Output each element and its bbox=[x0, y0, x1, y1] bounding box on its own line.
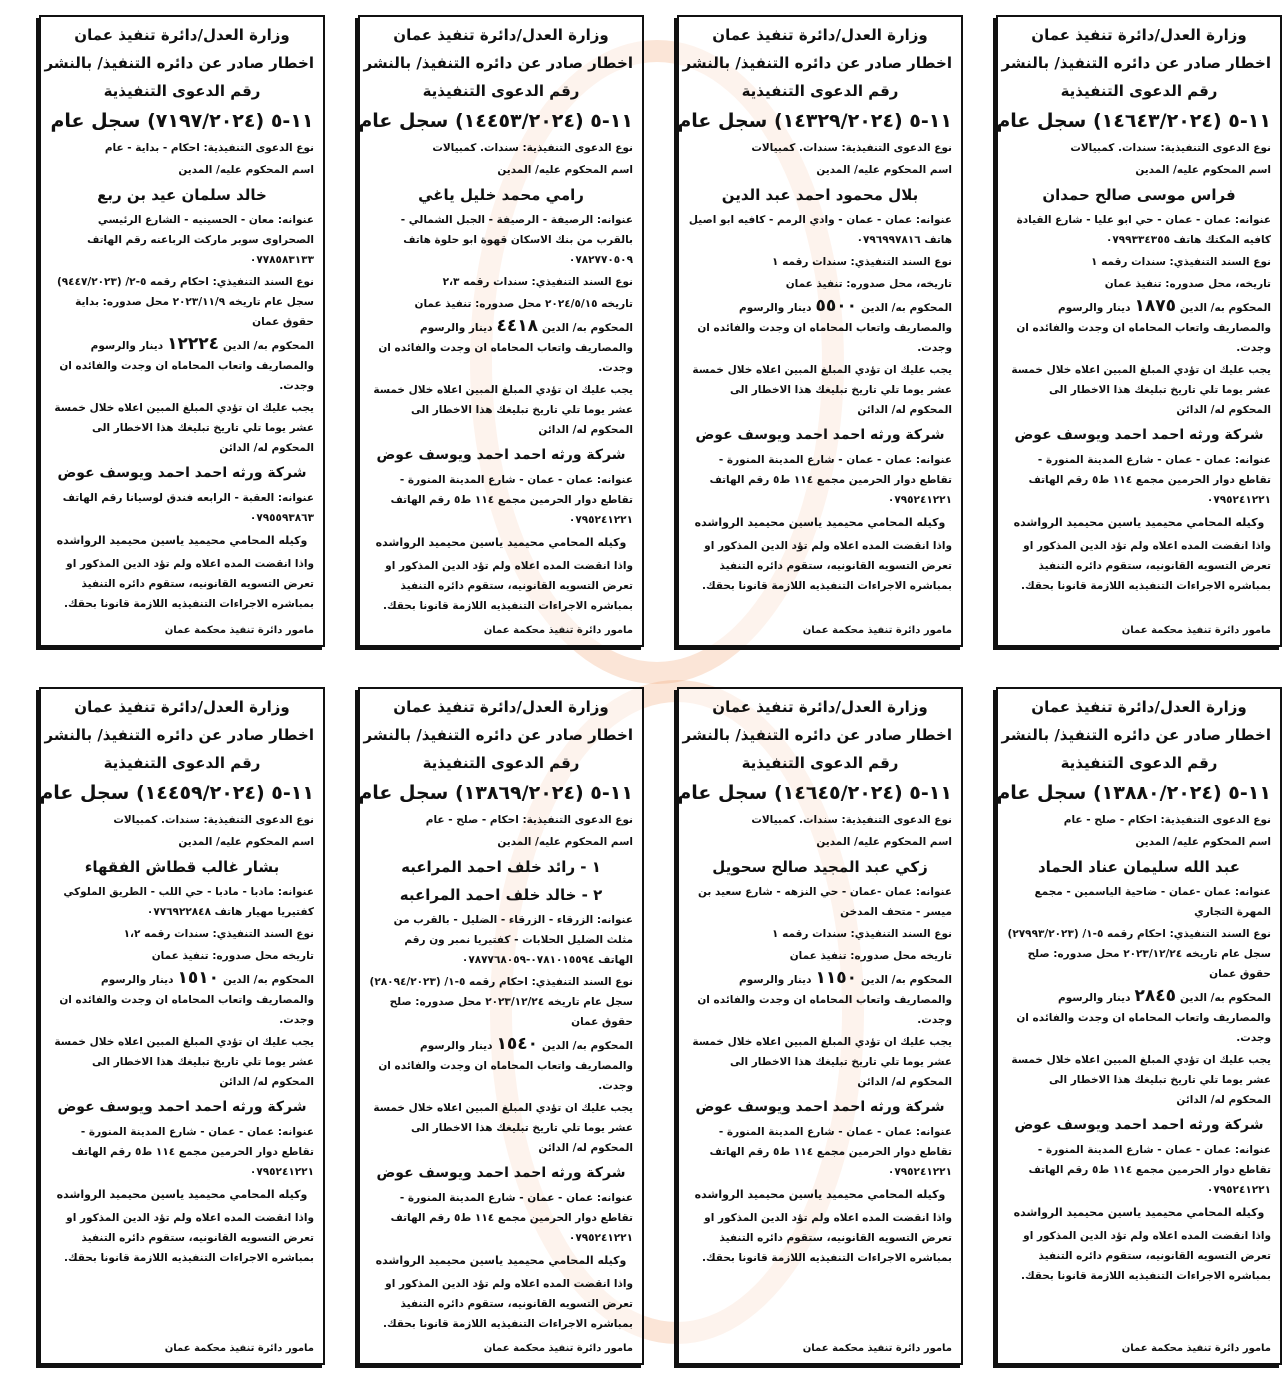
debtor-label: اسم المحكوم عليه/ المدين bbox=[1135, 836, 1271, 848]
instrument-line: نوع السند التنفيذي: احكام رقمه ٥-٢/ (٩٤٤٧/٢٠٢٣) سجل عام تاريخه ٢٠٢٣/١١/٩ محل صدوره: بداية حقوق عمان bbox=[56, 276, 314, 328]
amount-prefix: المحكوم به/ الدين bbox=[861, 974, 952, 986]
execution-notice bbox=[677, 15, 963, 647]
signature: مامور دائرة تنفيذ محكمة عمان bbox=[802, 1343, 952, 1354]
case-number: ١١-٥ (٧١٩٧/٢٠٢٤) سجل عام bbox=[50, 110, 314, 132]
closing-text: واذا انقضت المده اعلاه ولم تؤد الدين المذكور او تعرض التسويه القانونيه، ستقوم دائره التنفيذ بمباشره الاجراءات التنفيذيه اللازمة قانونا بحقك. bbox=[1020, 540, 1271, 592]
debtor-address: عنوانه: عمان -عمان - حي النزهه - شارع سعيد بن ميسر - متحف المدخن bbox=[697, 886, 952, 918]
amount-prefix: المحكوم به/ الدين bbox=[1180, 302, 1271, 314]
debtor-label: اسم المحكوم عليه/ المدين bbox=[497, 164, 633, 176]
case-type: نوع الدعوى التنفيذية: سندات. كمبيالات bbox=[1070, 142, 1271, 154]
debtor-name: بشار غالب قطاش الفقهاء bbox=[84, 858, 280, 876]
instrument-line: نوع السند التنفيذي: سندات رقمه ١ bbox=[772, 256, 952, 268]
case-number-label: رقم الدعوى التنفيذية bbox=[103, 754, 261, 772]
instrument-line: تاريخه، محل صدوره: تنفيذ عمان bbox=[1104, 278, 1271, 290]
debtor-label: اسم المحكوم عليه/ المدين bbox=[1135, 164, 1271, 176]
closing-text: واذا انقضت المده اعلاه ولم تؤد الدين المذكور او تعرض التسويه القانونيه، ستقوم دائره التنفيذ بمباشره الاجراءات التنفيذيه اللازمة قانونا بحقك. bbox=[701, 540, 952, 592]
debtor-label: اسم المحكوم عليه/ المدين bbox=[178, 836, 314, 848]
closing-text: واذا انقضت المده اعلاه ولم تؤد الدين المذكور او تعرض التسويه القانونيه، ستقوم دائره التنفيذ بمباشره الاجراءات التنفيذيه اللازمة قانونا بحقك. bbox=[382, 1278, 633, 1330]
execution-notice bbox=[39, 687, 325, 1365]
judgment-amount-line bbox=[688, 968, 952, 1030]
payment-warning: يجب عليك ان تؤدي المبلغ المبين اعلاه خلال خمسة عشر يوما تلي تاريخ تبليغك هذا الاخطار الى المحكوم له/ الدائن bbox=[373, 384, 633, 436]
debtor-address: عنوانه: عمان - عمان - حي ابو عليا - شارع القيادة كافيه المكتك هاتف ٠٧٩٩٣٣٤٣٥٥ bbox=[1016, 214, 1271, 246]
amount-value: ٢٨٤٥ bbox=[1134, 986, 1176, 1006]
debtor-label: اسم المحكوم عليه/ المدين bbox=[497, 836, 633, 848]
amount-prefix: المحكوم به/ الدين bbox=[223, 340, 314, 352]
signature: مامور دائرة تنفيذ محكمة عمان bbox=[164, 1343, 314, 1354]
creditor-name: شركة ورثه احمد احمد ويوسف عوض bbox=[1014, 1117, 1264, 1133]
execution-notice bbox=[358, 687, 644, 1365]
ministry-header: وزارة العدل/دائرة تنفيذ عمان bbox=[393, 698, 609, 716]
case-number-label: رقم الدعوى التنفيذية bbox=[741, 82, 899, 100]
payment-warning: يجب عليك ان تؤدي المبلغ المبين اعلاه خلال خمسة عشر يوما تلي تاريخ تبليغك هذا الاخطار الى المحكوم له/ الدائن bbox=[692, 1036, 952, 1088]
debtor-address: عنوانه: عمان -عمان - ضاحية الياسمين - مجمع المهرة التجاري bbox=[1034, 886, 1271, 918]
notice-title: اخطار صادر عن دائره التنفيذ/ بالنشر bbox=[682, 54, 952, 72]
case-number: ١١-٥ (١٤٤٥٣/٢٠٢٤) سجل عام bbox=[358, 110, 633, 132]
creditor-name: شركة ورثه احمد احمد ويوسف عوض bbox=[376, 1165, 626, 1181]
ministry-header: وزارة العدل/دائرة تنفيذ عمان bbox=[712, 698, 928, 716]
instrument-line: نوع السند التنفيذي: سندات رقمه ١ bbox=[1091, 256, 1271, 268]
notices-grid bbox=[24, 0, 1282, 1385]
amount-suffix: دينار والرسوم والمصاريف واتعاب المحاماه ان وجدت والفائده ان وجدت. bbox=[697, 974, 952, 1026]
instrument-line: تاريخه محل صدوره: تنفيذ عمان bbox=[151, 950, 314, 962]
payment-warning: يجب عليك ان تؤدي المبلغ المبين اعلاه خلال خمسة عشر يوما تلي تاريخ تبليغك هذا الاخطار الى المحكوم له/ الدائن bbox=[692, 364, 952, 416]
amount-value: ٤٤١٨ bbox=[496, 316, 538, 336]
execution-notice bbox=[39, 15, 325, 647]
case-type: نوع الدعوى التنفيذية: سندات. كمبيالات bbox=[751, 142, 952, 154]
lawyer-name: وكيله المحامي محيميد ياسين محيميد الرواشده bbox=[1013, 516, 1265, 529]
amount-suffix: دينار والرسوم والمصاريف واتعاب المحاماه ان وجدت والفائده ان وجدت. bbox=[59, 974, 314, 1026]
creditor-address: عنوانه: عمان - عمان - شارع المدينة المنورة - تقاطع دوار الحرمين مجمع ١١٤ ط٥ رقم الهاتف ٠٧٩٥٢٤١٢٢١ bbox=[71, 1126, 314, 1178]
creditor-address: عنوانه: عمان - عمان - شارع المدينة المنورة - تقاطع دوار الحرمين مجمع ١١٤ ط٥ رقم الهاتف ٠٧٩٥٢٤١٢٢١ bbox=[1028, 1144, 1271, 1196]
payment-warning: يجب عليك ان تؤدي المبلغ المبين اعلاه خلال خمسة عشر يوما تلي تاريخ تبليغك هذا الاخطار الى المحكوم له/ الدائن bbox=[54, 402, 314, 454]
judgment-amount-line bbox=[1007, 986, 1271, 1048]
case-number-label: رقم الدعوى التنفيذية bbox=[1060, 82, 1218, 100]
ministry-header: وزارة العدل/دائرة تنفيذ عمان bbox=[1031, 698, 1247, 716]
creditor-name: شركة ورثه احمد احمد ويوسف عوض bbox=[1014, 427, 1264, 443]
instrument-line: نوع السند التنفيذي: سندات رقمه ١ bbox=[772, 928, 952, 940]
instrument-line: تاريخه محل صدوره: تنفيذ عمان bbox=[789, 950, 952, 962]
case-number: ١١-٥ (١٣٨٨٠/٢٠٢٤) سجل عام bbox=[996, 782, 1271, 804]
debtor-name: ١ - رائد خلف احمد المراعبه bbox=[401, 858, 601, 876]
debtor-name: بلال محمود احمد عبد الدين bbox=[721, 186, 919, 204]
payment-warning: يجب عليك ان تؤدي المبلغ المبين اعلاه خلال خمسة عشر يوما تلي تاريخ تبليغك هذا الاخطار الى المحكوم له/ الدائن bbox=[54, 1036, 314, 1088]
creditor-address: عنوانه: عمان - عمان - شارع المدينة المنورة - تقاطع دوار الحرمين مجمع ١١٤ ط٥ رقم الهاتف ٠٧٩٥٢٤١٢٢١ bbox=[1028, 454, 1271, 506]
notice-title: اخطار صادر عن دائره التنفيذ/ بالنشر bbox=[363, 54, 633, 72]
closing-text: واذا انقضت المده اعلاه ولم تؤد الدين المذكور او تعرض التسويه القانونيه، ستقوم دائره التنفيذ بمباشره الاجراءات التنفيذيه اللازمة قانونا بحقك. bbox=[63, 558, 314, 610]
amount-suffix: دينار والرسوم والمصاريف واتعاب المحاماه ان وجدت والفائده ان وجدت. bbox=[378, 1040, 633, 1092]
case-number-label: رقم الدعوى التنفيذية bbox=[1060, 754, 1218, 772]
signature: مامور دائرة تنفيذ محكمة عمان bbox=[483, 625, 633, 636]
closing-text: واذا انقضت المده اعلاه ولم تؤد الدين المذكور او تعرض التسويه القانونيه، ستقوم دائره التنفيذ بمباشره الاجراءات التنفيذيه اللازمة قانونا بحقك. bbox=[382, 560, 633, 612]
debtor-address: عنوانه: معان - الحسينيه - الشارع الرئيسي الصحراوى سوبر ماركت الرباعنه رقم الهاتف ٠٧٧٨٥٨٣١٣٣ bbox=[87, 214, 314, 266]
ministry-header: وزارة العدل/دائرة تنفيذ عمان bbox=[712, 26, 928, 44]
execution-notice bbox=[358, 15, 644, 647]
judgment-amount-line bbox=[369, 316, 633, 378]
amount-value: ١٢٢٢٤ bbox=[167, 334, 219, 354]
amount-suffix: دينار والرسوم والمصاريف واتعاب المحاماه ان وجدت والفائده ان وجدت. bbox=[697, 302, 952, 354]
amount-prefix: المحكوم به/ الدين bbox=[542, 322, 633, 334]
case-type: نوع الدعوى التنفيذية: احكام - صلح - عام bbox=[1063, 814, 1271, 826]
case-type: نوع الدعوى التنفيذية: سندات. كمبيالات bbox=[432, 142, 633, 154]
creditor-address: عنوانه: العقبة - الرابعه فندق لوسيانا رقم الهاتف ٠٧٩٥٥٩٣٨٦٣ bbox=[62, 492, 314, 524]
payment-warning: يجب عليك ان تؤدي المبلغ المبين اعلاه خلال خمسة عشر يوما تلي تاريخ تبليغك هذا الاخطار الى المحكوم له/ الدائن bbox=[1011, 1054, 1271, 1106]
debtor-name: خالد سلمان عيد بن ربع bbox=[97, 186, 267, 204]
creditor-address: عنوانه: عمان - عمان - شارع المدينة المنورة - تقاطع دوار الحرمين مجمع ١١٤ ط٥ رقم الهاتف ٠٧٩٥٢٤١٢٢١ bbox=[709, 454, 952, 506]
notice-title: اخطار صادر عن دائره التنفيذ/ بالنشر bbox=[363, 726, 633, 744]
case-number-label: رقم الدعوى التنفيذية bbox=[422, 754, 580, 772]
case-number-label: رقم الدعوى التنفيذية bbox=[422, 82, 580, 100]
instrument-line: نوع السند التنفيذي: احكام رقمه ٥-١/ (٢٧٩٩٣/٢٠٢٣) سجل عام تاريخه ٢٠٢٣/١٢/٢٤ محل صدوره: صلح حقوق عمان bbox=[1007, 928, 1271, 980]
amount-value: ٥٥٠٠ bbox=[815, 296, 857, 316]
lawyer-name: وكيله المحامي محيميد ياسين محيميد الرواشده bbox=[56, 534, 308, 547]
case-number: ١١-٥ (١٤٤٥٩/٢٠٢٤) سجل عام bbox=[39, 782, 314, 804]
case-type: نوع الدعوى التنفيذية: احكام - صلح - عام bbox=[425, 814, 633, 826]
signature: مامور دائرة تنفيذ محكمة عمان bbox=[1121, 1343, 1271, 1354]
case-number: ١١-٥ (١٣٨٦٩/٢٠٢٤) سجل عام bbox=[358, 782, 633, 804]
lawyer-name: وكيله المحامي محيميد ياسين محيميد الرواشده bbox=[1013, 1206, 1265, 1219]
judgment-amount-line bbox=[688, 296, 952, 358]
ministry-header: وزارة العدل/دائرة تنفيذ عمان bbox=[74, 26, 290, 44]
closing-text: واذا انقضت المده اعلاه ولم تؤد الدين المذكور او تعرض التسويه القانونيه، ستقوم دائره التنفيذ بمباشره الاجراءات التنفيذيه اللازمة قانونا بحقك. bbox=[1020, 1230, 1271, 1282]
lawyer-name: وكيله المحامي محيميد ياسين محيميد الرواشده bbox=[375, 1254, 627, 1267]
debtor-name: زكي عبد المجيد صالح سحويل bbox=[712, 858, 928, 876]
creditor-address: عنوانه: عمان - عمان - شارع المدينة المنورة - تقاطع دوار الحرمين مجمع ١١٤ ط٥ رقم الهاتف ٠٧٩٥٢٤١٢٢١ bbox=[390, 1192, 633, 1244]
closing-text: واذا انقضت المده اعلاه ولم تؤد الدين المذكور او تعرض التسويه القانونيه، ستقوم دائره التنفيذ بمباشره الاجراءات التنفيذيه اللازمة قانونا بحقك. bbox=[63, 1212, 314, 1264]
instrument-line: تاريخه، محل صدوره: تنفيذ عمان bbox=[785, 278, 952, 290]
amount-suffix: دينار والرسوم والمصاريف واتعاب المحاماه ان وجدت والفائده ان وجدت. bbox=[1016, 302, 1271, 354]
instrument-line: نوع السند التنفيذي: سندات رقمه ١،٢ bbox=[123, 928, 314, 940]
creditor-address: عنوانه: عمان - عمان - شارع المدينة المنورة - تقاطع دوار الحرمين مجمع ١١٤ ط٥ رقم الهاتف ٠٧٩٥٢٤١٢٢١ bbox=[390, 474, 633, 526]
signature: مامور دائرة تنفيذ محكمة عمان bbox=[802, 625, 952, 636]
debtor-name: فراس موسى صالح حمدان bbox=[1042, 186, 1236, 204]
signature: مامور دائرة تنفيذ محكمة عمان bbox=[1121, 625, 1271, 636]
judgment-amount-line bbox=[50, 334, 314, 396]
notice-title: اخطار صادر عن دائره التنفيذ/ بالنشر bbox=[682, 726, 952, 744]
creditor-name: شركة ورثه احمد احمد ويوسف عوض bbox=[695, 427, 945, 443]
amount-value: ١٥١٠ bbox=[177, 968, 219, 988]
payment-warning: يجب عليك ان تؤدي المبلغ المبين اعلاه خلال خمسة عشر يوما تلي تاريخ تبليغك هذا الاخطار الى المحكوم له/ الدائن bbox=[1011, 364, 1271, 416]
lawyer-name: وكيله المحامي محيميد ياسين محيميد الرواشده bbox=[694, 1188, 946, 1201]
instrument-line: نوع السند التنفيذي: سندات رقمه ٢،٣ bbox=[442, 276, 633, 288]
closing-text: واذا انقضت المده اعلاه ولم تؤد الدين المذكور او تعرض التسويه القانونيه، ستقوم دائره التنفيذ بمباشره الاجراءات التنفيذيه اللازمة قانونا بحقك. bbox=[701, 1212, 952, 1264]
case-number-label: رقم الدعوى التنفيذية bbox=[741, 754, 899, 772]
debtor-name: رامي محمد خليل ياغي bbox=[418, 186, 584, 204]
signature: مامور دائرة تنفيذ محكمة عمان bbox=[164, 625, 314, 636]
case-type: نوع الدعوى التنفيذية: احكام - بداية - عام bbox=[104, 142, 314, 154]
amount-prefix: المحكوم به/ الدين bbox=[223, 974, 314, 986]
amount-value: ١١٥٠ bbox=[815, 968, 857, 988]
notice-title: اخطار صادر عن دائره التنفيذ/ بالنشر bbox=[1001, 54, 1271, 72]
judgment-amount-line bbox=[50, 968, 314, 1030]
amount-value: ١٨٧٥ bbox=[1134, 296, 1176, 316]
instrument-line: نوع السند التنفيذي: احكام رقمه ٥-١/ (٢٨٠٩٤/٢٠٢٣) سجل عام تاريخه ٢٠٢٣/١٢/٢٤ محل صدوره: صلح حقوق عمان bbox=[369, 976, 633, 1028]
amount-suffix: دينار والرسوم والمصاريف واتعاب المحاماه ان وجدت والفائده ان وجدت. bbox=[378, 322, 633, 374]
lawyer-name: وكيله المحامي محيميد ياسين محيميد الرواشده bbox=[56, 1188, 308, 1201]
amount-suffix: دينار والرسوم والمصاريف واتعاب المحاماه ان وجدت والفائده ان وجدت. bbox=[1016, 992, 1271, 1044]
case-number: ١١-٥ (١٤٣٢٩/٢٠٢٤) سجل عام bbox=[677, 110, 952, 132]
debtor-label: اسم المحكوم عليه/ المدين bbox=[178, 164, 314, 176]
notice-title: اخطار صادر عن دائره التنفيذ/ بالنشر bbox=[44, 54, 314, 72]
execution-notice bbox=[996, 687, 1282, 1365]
debtor-address: عنوانه: الرصيفة - الرصيفة - الجبل الشمالي - بالقرب من بنك الاسكان قهوة ابو حلوة هاتف ٠٧٨٢٧٧٠٥٠٩ bbox=[400, 214, 633, 266]
ministry-header: وزارة العدل/دائرة تنفيذ عمان bbox=[1031, 26, 1247, 44]
case-type: نوع الدعوى التنفيذية: سندات. كمبيالات bbox=[113, 814, 314, 826]
judgment-amount-line bbox=[369, 1034, 633, 1096]
instrument-line: تاريخه ٢٠٢٤/٥/١٥ محل صدوره: تنفيذ عمان bbox=[414, 298, 633, 310]
case-number: ١١-٥ (١٤٦٤٣/٢٠٢٤) سجل عام bbox=[996, 110, 1271, 132]
payment-warning: يجب عليك ان تؤدي المبلغ المبين اعلاه خلال خمسة عشر يوما تلي تاريخ تبليغك هذا الاخطار الى المحكوم له/ الدائن bbox=[373, 1102, 633, 1154]
amount-prefix: المحكوم به/ الدين bbox=[861, 302, 952, 314]
judgment-amount-line bbox=[1007, 296, 1271, 358]
debtor-label: اسم المحكوم عليه/ المدين bbox=[816, 164, 952, 176]
debtor-name: ٢ - خالد خلف احمد المراعبه bbox=[399, 886, 603, 904]
signature: مامور دائرة تنفيذ محكمة عمان bbox=[483, 1343, 633, 1354]
notice-title: اخطار صادر عن دائره التنفيذ/ بالنشر bbox=[1001, 726, 1271, 744]
debtor-address: عنوانه: الزرقاء - الزرقاء - الضليل - بالقرب من مثلث الضليل الحلابات - كفتيريا نمبر ون رقم الهاتف ٠٧٨١٠١٥٥٩٤-٠٧٨٧٧٦٨٠٥٩ bbox=[393, 914, 633, 966]
case-number-label: رقم الدعوى التنفيذية bbox=[103, 82, 261, 100]
lawyer-name: وكيله المحامي محيميد ياسين محيميد الرواشده bbox=[375, 536, 627, 549]
creditor-name: شركة ورثه احمد احمد ويوسف عوض bbox=[376, 447, 626, 463]
debtor-address: عنوانه: عمان - عمان - وادي الرمم - كافيه ابو اصيل هاتف ٠٧٩٦٩٩٧٨١٦ bbox=[688, 214, 952, 246]
amount-value: ١٥٤٠ bbox=[496, 1034, 538, 1054]
execution-notice bbox=[996, 15, 1282, 647]
amount-suffix: دينار والرسوم والمصاريف واتعاب المحاماه ان وجدت والفائده ان وجدت. bbox=[59, 340, 314, 392]
execution-notice bbox=[677, 687, 963, 1365]
ministry-header: وزارة العدل/دائرة تنفيذ عمان bbox=[393, 26, 609, 44]
amount-prefix: المحكوم به/ الدين bbox=[1180, 992, 1271, 1004]
debtor-name: عبد الله سليمان عناد الحماد bbox=[1037, 858, 1241, 876]
case-number: ١١-٥ (١٤٦٤٥/٢٠٢٤) سجل عام bbox=[677, 782, 952, 804]
notice-title: اخطار صادر عن دائره التنفيذ/ بالنشر bbox=[44, 726, 314, 744]
ministry-header: وزارة العدل/دائرة تنفيذ عمان bbox=[74, 698, 290, 716]
creditor-address: عنوانه: عمان - عمان - شارع المدينة المنورة - تقاطع دوار الحرمين مجمع ١١٤ ط٥ رقم الهاتف ٠٧٩٥٢٤١٢٢١ bbox=[709, 1126, 952, 1178]
amount-prefix: المحكوم به/ الدين bbox=[542, 1040, 633, 1052]
case-type: نوع الدعوى التنفيذية: سندات. كمبيالات bbox=[751, 814, 952, 826]
debtor-label: اسم المحكوم عليه/ المدين bbox=[816, 836, 952, 848]
creditor-name: شركة ورثه احمد احمد ويوسف عوض bbox=[695, 1099, 945, 1115]
creditor-name: شركة ورثه احمد احمد ويوسف عوض bbox=[57, 1099, 307, 1115]
creditor-name: شركة ورثه احمد احمد ويوسف عوض bbox=[57, 465, 307, 481]
debtor-address: عنوانه: مادبا - مادبا - حي اللب - الطريق الملوكي كفتيريا مهيار هاتف ٠٧٧٦٩٢٢٨٤٨ bbox=[63, 886, 314, 918]
lawyer-name: وكيله المحامي محيميد ياسين محيميد الرواشده bbox=[694, 516, 946, 529]
